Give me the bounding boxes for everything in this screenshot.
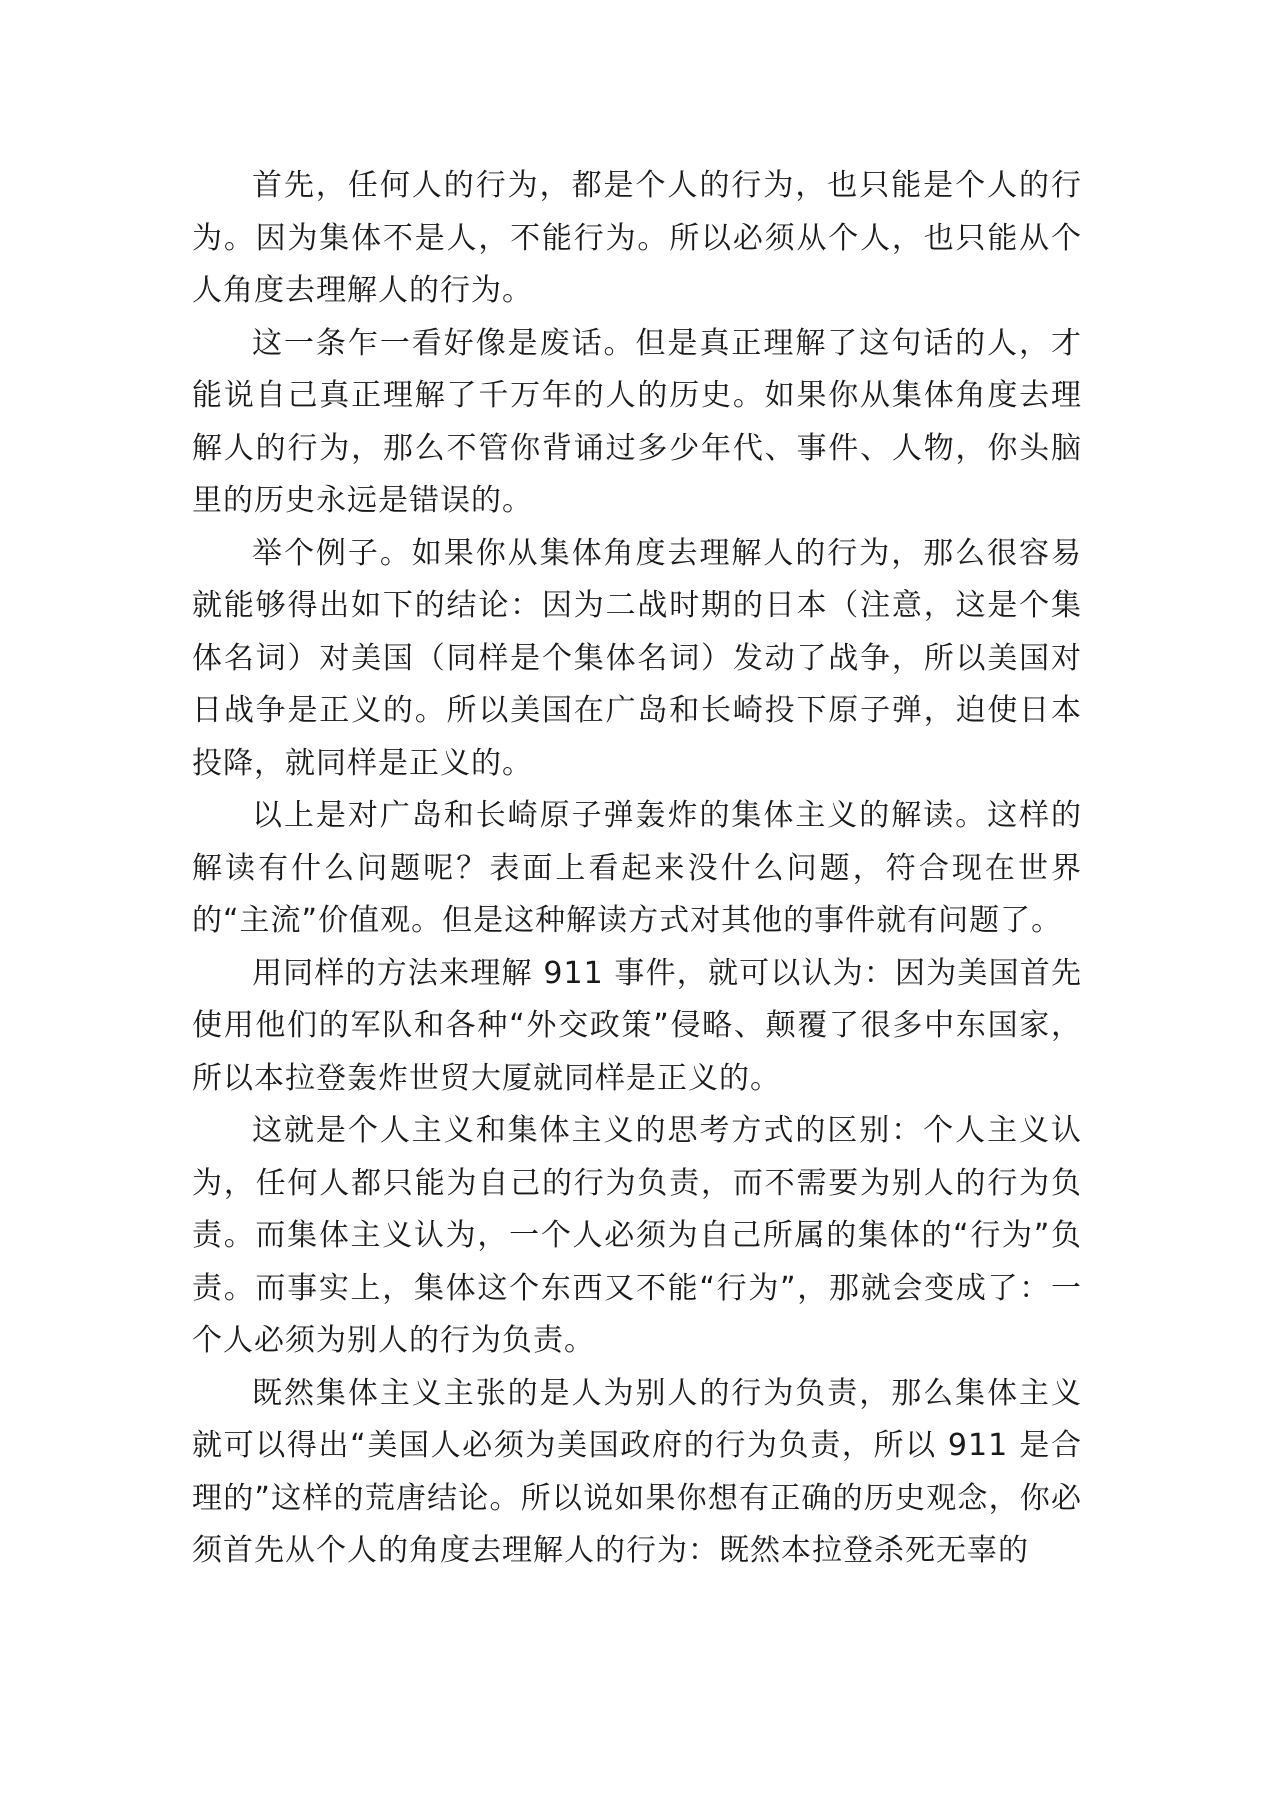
- paragraph-5: 用同样的方法来理解 911 事件，就可以认为：因为美国首先使用他们的军队和各种“外交政策”侵略、颠覆了很多中东国家，所以本拉登轰炸世贸大厦就同样是正义的。: [192, 955, 1082, 1096]
- paragraph-2: 这一条乍一看好像是废话。但是真正理解了这句话的人，才能说自己真正理解了千万年的人的历史。如果你从集体角度去理解人的行为，那么不管你背诵过多少年代、事件、人物，你头脑里的历史永远是错误的。: [192, 325, 1082, 518]
- paragraph-1: 首先，任何人的行为，都是个人的行为，也只能是个人的行为。因为集体不是人，不能行为。所以必须从个人，也只能从个人角度去理解人的行为。: [192, 168, 1082, 308]
- body-text: [192, 160, 1082, 1578]
- paragraph-7: 既然集体主义主张的是人为别人的行为负责，那么集体主义就可以得出“美国人必须为美国政府的行为负责，所以 911 是合理的”这样的荒唐结论。所以说如果你想有正确的历史观念，你必须首先从个人的角度去理解人的行为：既然本拉登杀死无辜的: [192, 1375, 1082, 1568]
- paragraph-6: 这就是个人主义和集体主义的思考方式的区别：个人主义认为，任何人都只能为自己的行为负责，而不需要为别人的行为负责。而集体主义认为，一个人必须为自己所属的集体的“行为”负责。而事实上，集体这个东西又不能“行为”，那就会变成了：一个人必须为别人的行为负责。: [192, 1113, 1082, 1358]
- paragraph-3: 举个例子。如果你从集体角度去理解人的行为，那么很容易就能够得出如下的结论：因为二战时期的日本（注意，这是个集体名词）对美国（同样是个集体名词）发动了战争，所以美国对日战争是正义的。所以美国在广岛和长崎投下原子弹，迫使日本投降，就同样是正义的。: [192, 535, 1082, 781]
- paragraph-4: 以上是对广岛和长崎原子弹轰炸的集体主义的解读。这样的解读有什么问题呢？表面上看起来没什么问题，符合现在世界的“主流”价值观。但是这种解读方式对其他的事件就有问题了。: [192, 798, 1082, 938]
